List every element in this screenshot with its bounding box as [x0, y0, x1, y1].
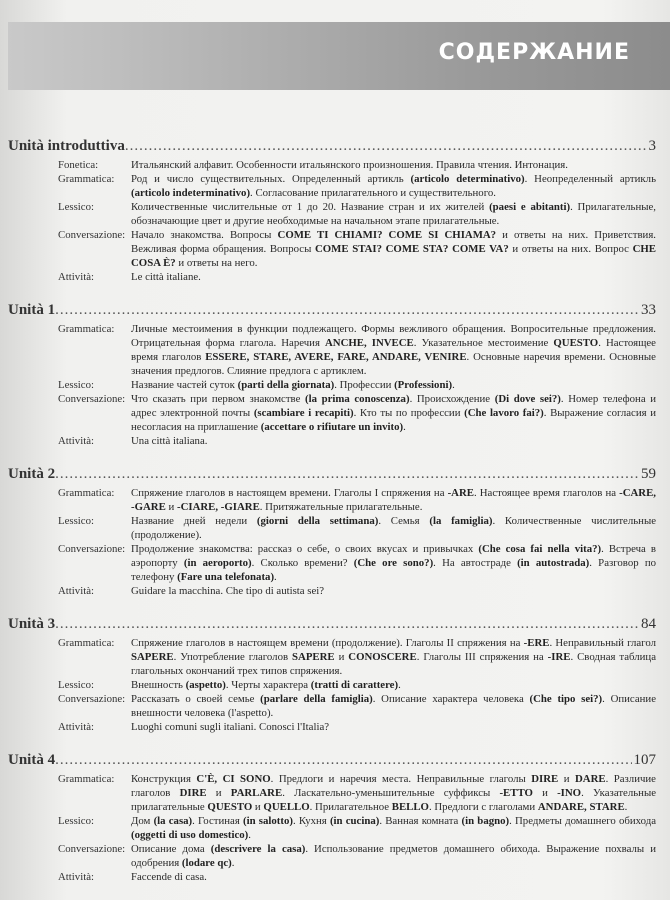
text-segment: и — [252, 801, 264, 813]
unit-heading[interactable] — [8, 138, 656, 158]
row-label: Attività: — [58, 721, 94, 733]
row-label: Conversazione: — [58, 229, 126, 241]
italian-term: C'È, CI SONO — [196, 773, 271, 785]
italian-term: (la prima conoscenza) — [304, 393, 410, 405]
italian-term: (Che tipo sei?) — [529, 693, 603, 705]
text-segment: . Притяжательные прилагательные. — [259, 501, 423, 513]
row-label: Lessico: — [58, 679, 94, 691]
text-segment: Итальянский алфавит. Особенности итальянского произношения. Правила чтения. Интонация. — [131, 159, 568, 171]
toc-row — [8, 542, 656, 584]
unit-name: Unità 1 — [8, 302, 56, 318]
toc-row — [8, 434, 656, 448]
toc-row — [8, 636, 656, 678]
text-segment: . — [274, 571, 277, 583]
italian-term: -ETTO — [499, 787, 533, 799]
unit-name: Unità 4 — [8, 752, 56, 768]
text-segment: и — [532, 787, 558, 799]
row-text — [131, 270, 656, 284]
text-segment: и ответы на них. Вопрос — [508, 243, 633, 255]
toc-unit — [8, 752, 656, 884]
italian-term: (parlare della famiglia) — [260, 693, 373, 705]
italian-term: SAPERE — [292, 651, 335, 663]
italian-term: (tratti di carattere) — [310, 679, 399, 691]
toc-row — [8, 584, 656, 598]
leader-dots — [55, 466, 639, 483]
text-segment: . Употребление глаголов — [173, 651, 293, 663]
italian-term: -ARE — [447, 487, 474, 499]
text-segment: и — [558, 773, 575, 785]
toc-row — [8, 392, 656, 434]
text-segment: . Предметы домашнего обихода — [509, 815, 657, 827]
toc-row — [8, 772, 656, 814]
italian-term: (in cucina) — [329, 815, 380, 827]
text-segment: Una città italiana. — [131, 435, 208, 447]
row-text — [131, 486, 656, 514]
unit-page-number: 33 — [641, 302, 656, 318]
row-label: Lessico: — [58, 515, 94, 527]
italian-term: (Che ore sono?) — [353, 557, 434, 569]
toc-row — [8, 200, 656, 228]
italian-term: (Di dove sei?) — [494, 393, 561, 405]
toc-row — [8, 158, 656, 172]
italian-term: QUESTO — [207, 801, 253, 813]
text-segment: Род и число существительных. Определенный артикль — [131, 173, 411, 185]
row-text — [131, 720, 656, 734]
unit-heading[interactable] — [8, 752, 656, 772]
italian-term: DARE — [574, 773, 606, 785]
row-text — [131, 636, 656, 678]
italian-term: -IRE — [547, 651, 571, 663]
text-segment: . — [231, 857, 235, 869]
row-text — [131, 228, 656, 270]
italian-term: -CIARE, -GIARE — [176, 501, 260, 513]
text-segment: . Настоящее время глаголов — [131, 337, 656, 363]
text-segment: . Указательное местоимение — [413, 337, 554, 349]
toc-row — [8, 322, 656, 378]
text-segment: . Сколько времени? — [251, 557, 354, 569]
italian-term: CONOSCERE — [348, 651, 417, 663]
row-label: Grammatica: — [58, 323, 115, 335]
italian-term: (in aeroporto) — [183, 557, 252, 569]
leader-dots — [55, 302, 639, 319]
toc-row — [8, 814, 656, 842]
text-segment: Guidare la macchina. Che tipo di autista sei? — [131, 585, 325, 597]
text-segment: и ответы на него. — [175, 257, 258, 269]
italian-term: (lodare qc) — [181, 857, 232, 869]
text-segment: Спряжение глаголов в настоящем времени (продолжение). Глаголы II спряжения на — [131, 637, 524, 649]
row-text — [131, 172, 656, 200]
italian-term: (accettare o rifiutare un invito) — [260, 421, 404, 433]
row-text — [131, 158, 656, 172]
toc-row — [8, 842, 656, 870]
text-segment: . — [452, 379, 455, 391]
italian-term: QUELLO — [263, 801, 310, 813]
italian-term: QUESTO — [553, 337, 599, 349]
italian-term: (oggetti di uso domestico) — [131, 829, 249, 841]
row-text — [131, 772, 656, 814]
italian-term: SAPERE — [131, 651, 174, 663]
text-segment: Описание дома — [131, 843, 211, 855]
toc-row — [8, 172, 656, 200]
toc-row — [8, 678, 656, 692]
italian-term: COME TI CHIAMI? COME SI CHIAMA? — [277, 229, 497, 241]
text-segment: . Описание внешности человека (l'aspetto). — [131, 693, 656, 719]
text-segment: . Количественные числительные (продолжение). — [131, 515, 656, 541]
text-segment: Дом — [131, 815, 154, 827]
text-segment: . — [403, 421, 406, 433]
unit-page-number: 107 — [633, 752, 656, 768]
italian-term: (giorni della settimana) — [256, 515, 379, 527]
italian-term: DIRE — [179, 787, 207, 799]
text-segment: . Неправильный глагол — [549, 637, 656, 649]
row-text — [131, 870, 656, 884]
row-label: Grammatica: — [58, 487, 115, 499]
text-segment: . Ласкательно-уменьшительные суффиксы — [282, 787, 500, 799]
text-segment: Faccende di casa. — [131, 871, 207, 883]
text-segment: . Прилагательное — [309, 801, 392, 813]
text-segment: . Черты характера — [225, 679, 311, 691]
text-segment: . Согласование прилагательного и существительного. — [250, 187, 496, 199]
row-text — [131, 692, 656, 720]
unit-page-number: 3 — [648, 138, 656, 154]
text-segment: . На автостраде — [433, 557, 518, 569]
row-label: Grammatica: — [58, 173, 115, 185]
italian-term: ESSERE, STARE, AVERE, FARE, ANDARE, VENIRE — [205, 351, 467, 363]
row-text — [131, 392, 656, 434]
italian-term: (in bagno) — [461, 815, 510, 827]
text-segment: . Выражение согласия и несогласия на приглашение — [131, 407, 656, 433]
row-label: Fonetica: — [58, 159, 99, 171]
toc-row — [8, 870, 656, 884]
text-segment: Продолжение знакомства: рассказ о себе, о своих вкусах и привычках — [131, 543, 479, 555]
text-segment: и — [165, 501, 177, 513]
italian-term: (la famiglia) — [429, 515, 493, 527]
row-label: Attività: — [58, 435, 94, 447]
leader-dots — [55, 752, 631, 769]
text-segment: . Предлоги и наречия места. Неправильные глаголы — [270, 773, 532, 785]
row-text — [131, 584, 656, 598]
text-segment: . Использование предметов домашнего обихода. Выражение похвалы и одобрения — [131, 843, 656, 869]
text-segment: Личные местоимения в функции подлежащего. Формы вежливого обращения. Вопросительные предложения. Отрицательная форма глагола. Наречия — [131, 323, 656, 349]
italian-term: DIRE — [531, 773, 559, 785]
text-segment: . Прилагательные, обозначающие цвет и другие необходимые на начальном этапе прилагательные. — [131, 201, 656, 227]
text-segment: и ответы на них. Приветствия. Вежливая форма обращения. Вопросы — [131, 229, 656, 255]
toc-content — [8, 138, 656, 900]
italian-term: (descrivere la casa) — [210, 843, 306, 855]
row-text — [131, 322, 656, 378]
italian-term: ANCHE, INVECE — [325, 337, 414, 349]
italian-term: (articolo indeterminativo) — [131, 187, 251, 199]
italian-term: ANDARE, STARE — [537, 801, 625, 813]
text-segment: . — [248, 829, 251, 841]
text-segment: . Профессии — [334, 379, 395, 391]
italian-term: CHE COSA È? — [131, 243, 656, 269]
row-label: Lessico: — [58, 379, 94, 391]
italian-term: (aspetto) — [185, 679, 226, 691]
text-segment: . Гостиная — [192, 815, 243, 827]
toc-unit — [8, 466, 656, 598]
text-segment: Luoghi comuni sugli italiani. Conosci l'Italia? — [131, 721, 330, 733]
row-label: Conversazione: — [58, 843, 126, 855]
unit-heading[interactable] — [8, 616, 656, 636]
unit-heading[interactable] — [8, 466, 656, 486]
italian-term: PARLARE — [230, 787, 283, 799]
leader-dots — [125, 138, 647, 155]
text-segment: и — [206, 787, 231, 799]
text-segment: Название частей суток — [131, 379, 238, 391]
text-segment: . Семья — [378, 515, 430, 527]
text-segment: . Сводная таблица глагольных окончаний трех типов спряжения. — [131, 651, 656, 677]
row-label: Attività: — [58, 271, 94, 283]
text-segment: Le città italiane. — [131, 271, 201, 283]
italian-term: (in salotto) — [242, 815, 293, 827]
unit-name: Unità 3 — [8, 616, 56, 632]
row-text — [131, 378, 656, 392]
italian-term: -INO — [557, 787, 582, 799]
row-label: Attività: — [58, 585, 94, 597]
italian-term: (Professioni) — [394, 379, 453, 391]
row-text — [131, 514, 656, 542]
toc-row — [8, 486, 656, 514]
toc-unit — [8, 138, 656, 284]
toc-row — [8, 378, 656, 392]
row-label: Grammatica: — [58, 773, 115, 785]
text-segment: . Происхождение — [409, 393, 495, 405]
toc-row — [8, 692, 656, 720]
unit-page-number: 84 — [641, 616, 656, 632]
row-text — [131, 434, 656, 448]
text-segment: . Основные наречия времени. Основные значения предлогов. Слияние предлога с артиклем. — [131, 351, 656, 377]
row-text — [131, 814, 656, 842]
row-label: Grammatica: — [58, 637, 115, 649]
italian-term: -ERE — [523, 637, 550, 649]
italian-term: (parti della giornata) — [237, 379, 335, 391]
row-text — [131, 200, 656, 228]
toc-row — [8, 514, 656, 542]
italian-term: (Fare una telefonata) — [177, 571, 275, 583]
italian-term: (Che lavoro fai?) — [464, 407, 544, 419]
row-label: Lessico: — [58, 201, 94, 213]
text-segment: . Неопределенный артикль — [524, 173, 656, 185]
text-segment: . Ванная комната — [379, 815, 462, 827]
row-label: Lessico: — [58, 815, 94, 827]
text-segment: Конструкция — [131, 773, 197, 785]
text-segment: . Указательные прилагательные — [131, 787, 656, 813]
text-segment: . Различие глаголов — [131, 773, 656, 799]
italian-term: BELLO — [391, 801, 429, 813]
italian-term: (la casa) — [153, 815, 193, 827]
unit-page-number: 59 — [641, 466, 656, 482]
leader-dots — [55, 616, 639, 633]
row-label: Attività: — [58, 871, 94, 883]
text-segment: . Предлоги с глаголами — [428, 801, 538, 813]
text-segment: . Кто ты по профессии — [353, 407, 465, 419]
text-segment: Количественные числительные от 1 до 20. Название стран и их жителей — [131, 201, 490, 213]
toc-row — [8, 228, 656, 270]
italian-term: (in autostrada) — [517, 557, 590, 569]
text-segment: . Кухня — [292, 815, 330, 827]
text-segment: Внешность — [131, 679, 186, 691]
text-segment: . — [624, 801, 628, 813]
toc-unit — [8, 302, 656, 448]
text-segment: . Описание характера человека — [372, 693, 530, 705]
text-segment: Рассказать о своей семье — [131, 693, 261, 705]
text-segment: . Разговор по телефону — [131, 557, 657, 583]
text-segment: Спряжение глаголов в настоящем времени. Глаголы I спряжения на — [131, 487, 448, 499]
row-text — [131, 842, 656, 870]
text-segment: . — [398, 679, 401, 691]
page-title: СОДЕРЖАНИЕ — [438, 40, 630, 65]
unit-heading[interactable] — [8, 302, 656, 322]
row-text — [131, 678, 656, 692]
text-segment: и — [334, 651, 349, 663]
row-label: Conversazione: — [58, 543, 126, 555]
row-label: Conversazione: — [58, 693, 126, 705]
unit-name: Unità 2 — [8, 466, 56, 482]
italian-term: (articolo determinativo) — [410, 173, 525, 185]
toc-row — [8, 720, 656, 734]
italian-term: COME STAI? COME STA? COME VA? — [314, 243, 509, 255]
text-segment: . Глаголы III спряжения на — [416, 651, 548, 663]
toc-row — [8, 270, 656, 284]
italian-term: (Che cosa fai nella vita?) — [478, 543, 602, 555]
row-text — [131, 542, 656, 584]
text-segment: Начало знакомства. Вопросы — [131, 229, 278, 241]
toc-unit — [8, 616, 656, 734]
italian-term: (scambiare i recapiti) — [253, 407, 354, 419]
text-segment: Что сказать при первом знакомстве — [131, 393, 305, 405]
text-segment: . Встреча в аэропорту — [131, 543, 656, 569]
italian-term: (paesi e abitanti) — [489, 201, 571, 213]
row-label: Conversazione: — [58, 393, 126, 405]
text-segment: . Номер телефона и адрес электронной почты — [131, 393, 656, 419]
text-segment: Название дней недели — [131, 515, 257, 527]
italian-term: -CARE, -GARE — [131, 487, 656, 513]
text-segment: . Настоящее время глаголов на — [473, 487, 620, 499]
unit-name: Unità introduttiva — [8, 138, 125, 154]
